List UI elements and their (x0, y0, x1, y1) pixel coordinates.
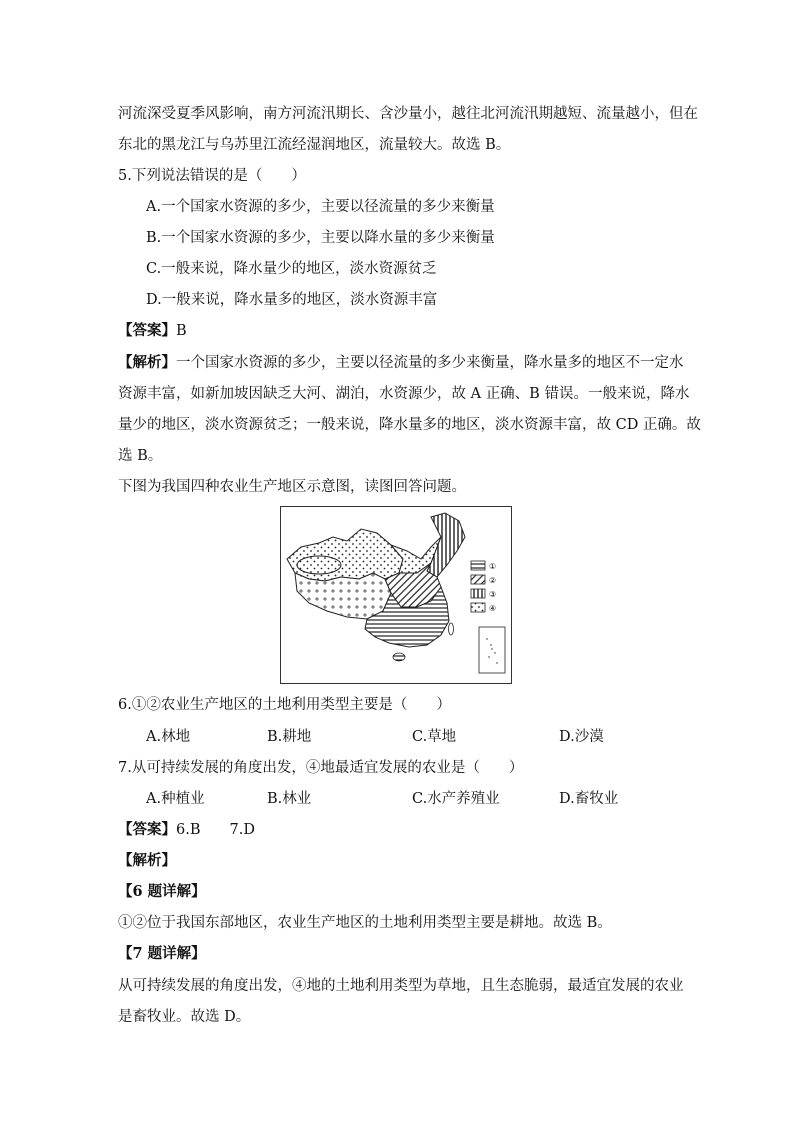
q6-detail-text: ①②位于我国东部地区，农业生产地区的土地利用类型主要是耕地。故选 B。 (118, 915, 612, 931)
q6-option-d: D.沙漠 (559, 729, 604, 745)
q6-option-a: A.林地 (146, 729, 191, 745)
q5-option-a: A.一个国家水资源的多少，主要以径流量的多少来衡量 (146, 199, 495, 215)
question-7-stem: 7.从可持续发展的角度出发，④地最适宜发展的农业是（ ） (118, 760, 524, 776)
q6-detail-tag (118, 882, 206, 902)
paragraph-line: 河流深受夏季风影响，南方河流汛期长、含沙量小，越往北河流汛期越短、流量越小，但在 (118, 106, 698, 122)
q7-detail-line: 从可持续发展的角度出发，④地的土地利用类型为草地，且生态脆弱，最适宜发展的农业 (118, 978, 684, 994)
taiwan-island (449, 623, 454, 635)
q5-analysis-line: 量少的地区，淡水资源贫乏；一般来说，降水量多的地区，淡水资源丰富，故 CD 正确。故 (118, 417, 701, 433)
q5-answer (118, 321, 187, 341)
figure-intro: 下图为我国四种农业生产地区示意图，读图回答问题。 (118, 479, 466, 495)
legend-label-3: ③ (489, 590, 497, 599)
answer-value: B (176, 323, 187, 339)
q6-option-c: C.草地 (412, 729, 457, 745)
q6-option-b: B.耕地 (267, 729, 312, 745)
q7-option-a: A.种植业 (146, 791, 205, 807)
question-5-stem: 5.下列说法错误的是（ ） (118, 168, 306, 184)
map-graphic (281, 507, 513, 685)
paragraph-line: 东北的黑龙江与乌苏里江流经湿润地区，流量较大。故选 B。 (118, 137, 511, 153)
legend-label-1: ① (489, 562, 497, 571)
region-northwest (287, 529, 403, 581)
q7-option-b: B.林业 (267, 791, 312, 807)
q7-option-c: C.水产养殖业 (412, 791, 500, 807)
analysis-tag: 【解析】 (118, 354, 176, 371)
q5-analysis-line: 资源丰富，如新加坡因缺乏大河、湖泊，水资源少，故 A 正确、B 错误。一般来说，降水 (118, 386, 690, 402)
region-plateau (295, 573, 391, 619)
china-agriculture-map (280, 506, 512, 684)
q5-option-b: B.一个国家水资源的多少，主要以降水量的多少来衡量 (146, 230, 495, 246)
q5-analysis-line (118, 353, 684, 373)
south-china-sea-inset (479, 627, 505, 673)
q7-detail-tag (118, 944, 206, 964)
q5-option-d: D.一般来说，降水量多的地区，淡水资源丰富 (146, 292, 438, 308)
q67-answers (118, 820, 255, 840)
hainan-island (393, 653, 405, 661)
q67-analysis-tag (118, 851, 176, 871)
q7-option-d: D.畜牧业 (559, 791, 619, 807)
q7-detail-line: 是畜牧业。故选 D。 (118, 1009, 251, 1025)
detail-tag: 【6 题详解】 (118, 883, 206, 900)
answer-tag: 【答案】 (118, 322, 176, 339)
q5-option-c: C.一般来说，降水量少的地区，淡水资源贫乏 (146, 261, 437, 277)
answer-values: 6.B 7.D (176, 822, 255, 838)
map-legend (471, 561, 496, 613)
answer-tag: 【答案】 (118, 821, 176, 838)
question-6-stem: 6.①②农业生产地区的土地利用类型主要是（ ） (118, 697, 451, 713)
detail-tag: 【7 题详解】 (118, 945, 206, 962)
legend-label-2: ② (489, 576, 497, 585)
analysis-text: 一个国家水资源的多少，主要以径流量的多少来衡量，降水量多的地区不一定水 (176, 355, 684, 371)
analysis-tag: 【解析】 (118, 852, 176, 869)
q5-analysis-line: 选 B。 (118, 448, 163, 464)
legend-label-4: ④ (489, 604, 497, 613)
